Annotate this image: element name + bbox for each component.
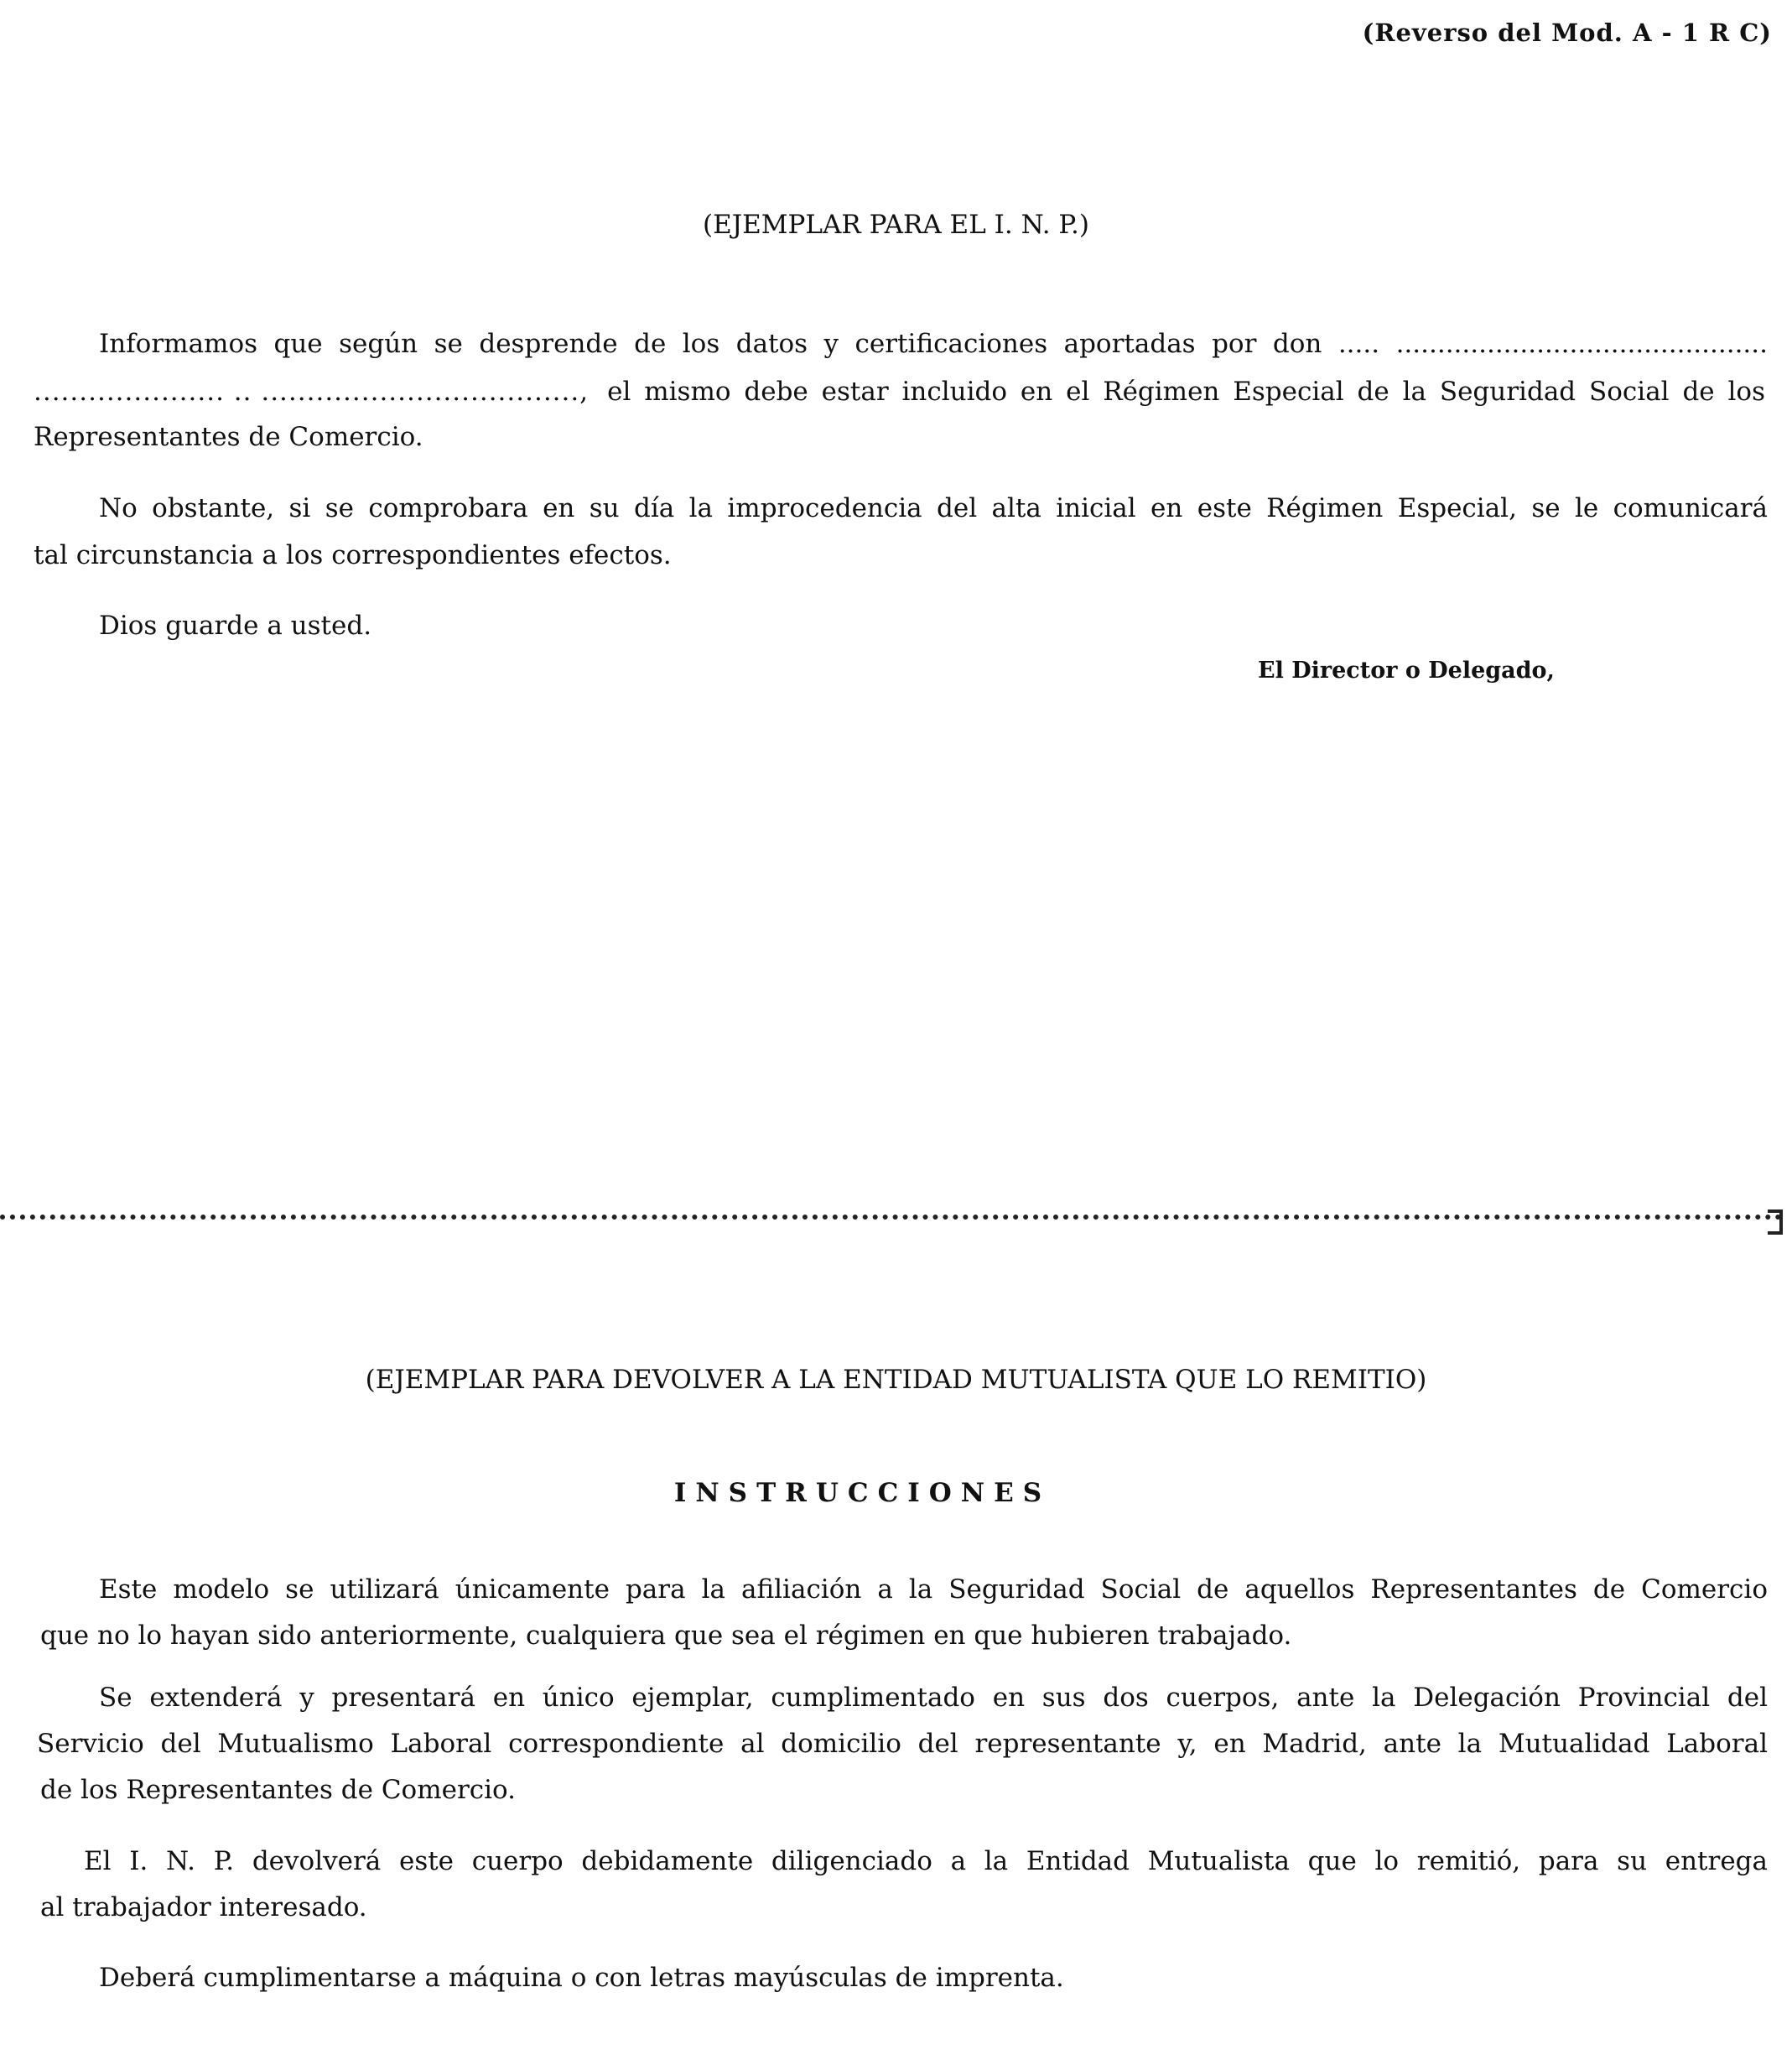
instruction-4: Deberá cumplimentarse a máquina o con letras mayúsculas de imprenta. [99, 1963, 1064, 1993]
inp-paragraph-1-line-2-text: el mismo debe estar incluido en el Régimen Especial de la Seguridad Social de los [607, 377, 1765, 407]
cut-line-end-mark [1768, 1209, 1783, 1235]
instruction-2-line-1: Se extenderá y presentará en único ejemplar, cumplimentado en sus dos cuerpos, ante la Delegación Provincial del [99, 1683, 1768, 1713]
inp-paragraph-2-line-2: tal circunstancia a los correspondientes efectos. [34, 540, 672, 570]
inp-paragraph-2-line-1: No obstante, si se comprobara en su día la improcedencia del alta inicial en este Régimen Especial, se le comunicará [99, 493, 1768, 523]
instruction-1-line-2: que no lo hayan sido anteriormente, cualquiera que sea el régimen en que hubieren trabajado. [40, 1620, 1292, 1651]
instruction-3-line-2: al trabajador interesado. [40, 1892, 367, 1922]
inp-paragraph-1-line-2 [34, 377, 1765, 408]
instruction-2-line-3: de los Representantes de Comercio. [40, 1775, 517, 1805]
name-fill-dots: ..................... .. ..................................., [34, 377, 590, 407]
section-title-return: (EJEMPLAR PARA DEVOLVER A LA ENTIDAD MUTUALISTA QUE LO REMITIO) [365, 1365, 1427, 1395]
inp-paragraph-1-line-3: Representantes de Comercio. [34, 422, 423, 452]
instruction-1-line-1: Este modelo se utilizará únicamente para la afiliación a la Seguridad Social de aquellos Representantes de Comercio [99, 1574, 1768, 1605]
inp-paragraph-1-line-1: Informamos que según se desprende de los datos y certificaciones aportadas por don ..... ............................................. [99, 329, 1768, 359]
instruction-3-line-1: El I. N. P. devolverá este cuerpo debidamente diligenciado a la Entidad Mutualista que lo remitió, para su entrega [84, 1846, 1768, 1876]
instruction-2-line-2: Servicio del Mutualismo Laboral correspondiente al domicilio del representante y, en Madrid, ante la Mutualidad Laboral [37, 1729, 1768, 1759]
form-reference: (Reverso del Mod. A - 1 R C) [1362, 18, 1772, 47]
section-title-inp: (EJEMPLAR PARA EL I. N. P.) [703, 210, 1089, 240]
signature-label: El Director o Delegado, [1258, 658, 1555, 684]
instructions-title: INSTRUCCIONES [673, 1478, 1052, 1508]
inp-paragraph-3: Dios guarde a usted. [99, 611, 372, 641]
cut-line [0, 1215, 1782, 1228]
